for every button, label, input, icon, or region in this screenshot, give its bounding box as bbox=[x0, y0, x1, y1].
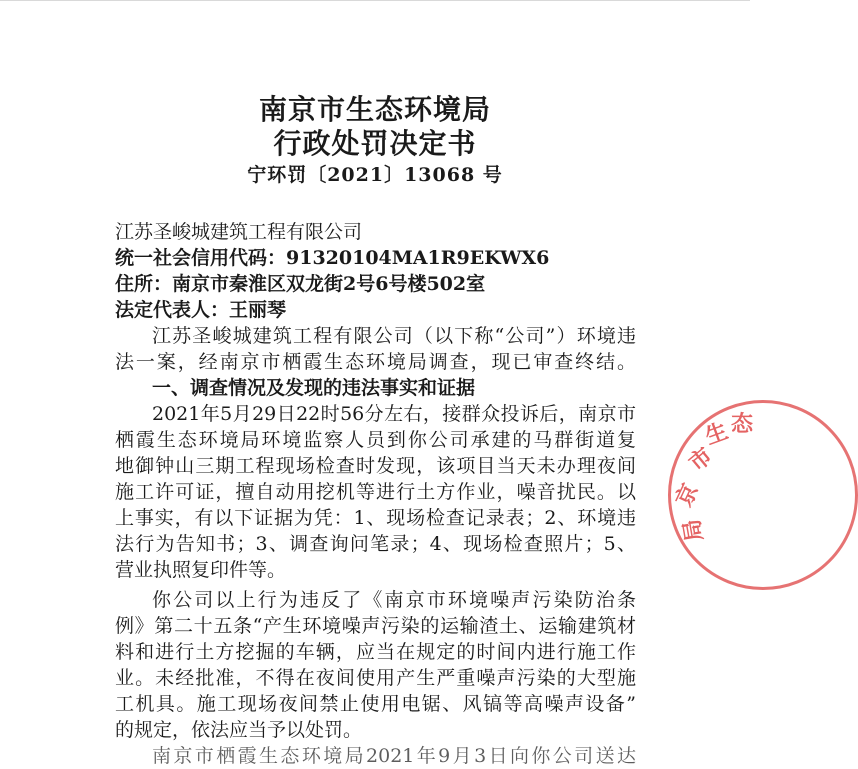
body-line: 施工许可证，擅自动用挖机等进行土方作业，噪音扰民。以 bbox=[115, 481, 636, 503]
body-line: 业。未经批准，不得在夜间使用产生严重噪声污染的大型施 bbox=[115, 667, 636, 689]
body-line: 地御钟山三期工程现场检查时发现，该项目当天未办理夜间 bbox=[115, 455, 636, 477]
section-heading: 一、调查情况及发现的违法事实和证据 bbox=[152, 377, 476, 399]
company-name: 江苏圣峻城建筑工程有限公司 bbox=[115, 221, 363, 243]
body-line: 工机具。施工现场夜间禁止使用电锯、风镐等高噪声设备” bbox=[115, 693, 636, 715]
credit-code: 统一社会信用代码：91320104MA1R9EKWX6 bbox=[115, 247, 550, 269]
seal-char: 态 bbox=[731, 412, 754, 437]
body-line-partial: 南京市栖霞生态环境局2021年9月3日向你公司送达 bbox=[152, 745, 636, 767]
body-line: 2021年5月29日22时56分左右，接群众投诉后，南京市 bbox=[152, 403, 636, 425]
body-line: 栖霞生态环境局环境监察人员到你公司承建的马群街道复 bbox=[115, 429, 636, 451]
seal-char: 生 bbox=[702, 418, 732, 450]
legal-representative: 法定代表人：王丽琴 bbox=[115, 299, 287, 321]
top-divider bbox=[0, 0, 750, 1]
body-line: 法一案，经南京市栖霞生态环境局调查，现已审查终结。 bbox=[115, 351, 636, 373]
document-number: 宁环罚〔2021〕13068 号 bbox=[247, 164, 503, 186]
seal-char: 局 bbox=[679, 517, 709, 544]
body-line: 料和进行土方挖掘的车辆，应当在规定的时间内进行施工作 bbox=[115, 641, 636, 663]
seal-char: 市 bbox=[684, 443, 718, 477]
company-address: 住所：南京市秦淮区双龙街2号6号楼502室 bbox=[115, 273, 486, 295]
document-title-line1: 南京市生态环境局 bbox=[258, 93, 491, 126]
body-line: 你公司以上行为违反了《南京市环境噪声污染防治条 bbox=[152, 589, 636, 611]
official-seal bbox=[668, 400, 858, 590]
body-line: 例》第二十五条“产生环境噪声污染的运输渣土、运输建筑材 bbox=[115, 615, 636, 637]
body-line: 营业执照复印件等。 bbox=[115, 559, 287, 581]
body-line: 的规定，依法应当予以处罚。 bbox=[115, 719, 363, 741]
document-title-line2: 行政处罚决定书 bbox=[273, 127, 477, 160]
seal-char: 京 bbox=[671, 480, 704, 511]
body-line: 上事实，有以下证据为凭：1、现场检查记录表；2、环境违 bbox=[115, 507, 636, 529]
body-line: 法行为告知书；3、调查询问笔录；4、现场检查照片；5、 bbox=[115, 533, 636, 555]
body-line: 江苏圣峻城建筑工程有限公司（以下称“公司”）环境违 bbox=[152, 325, 636, 347]
